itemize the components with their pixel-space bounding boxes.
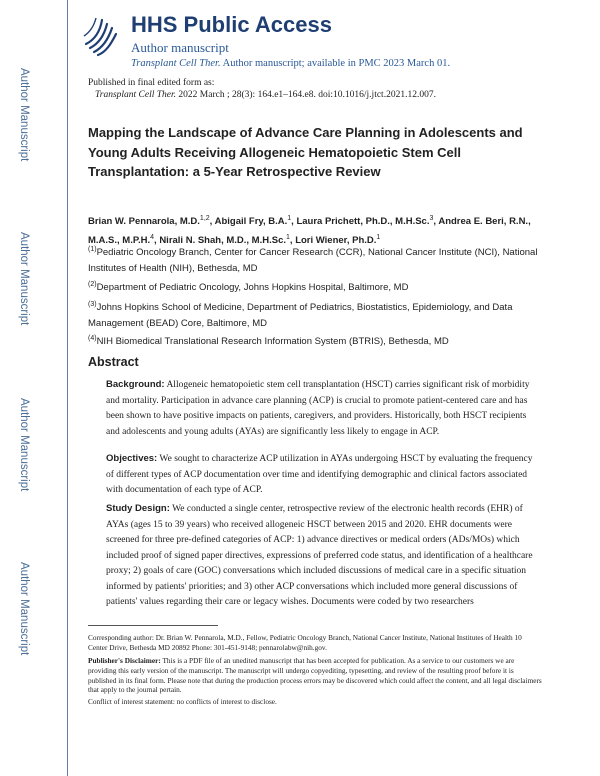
publisher-disclaimer: Publisher's Disclaimer: This is a PDF file of an unedited manuscript that has been accepted for publication. As a service to our customers we are providing this early version of the manuscript. The manuscript will undergo copyediting, typesetting, and review of the resulting proof before it is published in its final form. Please note that during the production process errors may be discovered which could affect the content, and all legal disclaimers that apply to the journal pertain.: [88, 656, 542, 695]
citation-line: Transplant Cell Ther. 2022 March ; 28(3): 164.e1–164.e8. doi:10.1016/j.jtct.2021.12.007.: [95, 90, 436, 100]
hhs-public-access-title: HHS Public Access: [131, 12, 332, 37]
abstract-study-design: Study Design: We conducted a single center, retrospective review of the electronic health records (EHR) of AYAs (ages 15 to 39 years) who received allogeneic HSCT between 2015 and 2020. EHR documents were screened for three pre-defined categories of ACP: 1) advance directives or medical orders (ADs/MOs) which included proof of signed paper directives, expressions of preferred code status, and identification of a healthcare proxy; 2) goals of care (GOC) conversations which included discussions of medical care in a specific situation informed by patients' priorities; and 3) other ACP conversations which included more general discussions of patients' values regarding their care or legacy wishes. Documents were coded by two researchers: [106, 503, 533, 607]
affiliation-3: $^{(3)}$Johns Hopkins School of Medicine, Department of Pediatrics, Biostatistics, Epidemiology, and Data Management (BEAD) Core, Baltimore, MD: [88, 301, 513, 330]
author-manuscript-subtitle: Author manuscript: [131, 40, 229, 55]
article-title: Mapping the Landscape of Advance Care Planning in Adolescents and Young Adults Receiving Allogeneic Hematopoietic Stem Cell Transplantation: a 5-Year Retrospective Review: [88, 125, 523, 179]
author: Nirali N. Shah, M.D., M.H.Sc.$^1$,: [159, 234, 296, 247]
abstract-objectives: Objectives: We sought to characterize ACP utilization in AYAs undergoing HSCT by evaluating the frequency of different types of ACP documentation over time and identifying demographic and clinical factors associated with documentation of each type of ACP.: [106, 453, 533, 495]
affiliation-1: $^{(1)}$Pediatric Oncology Branch, Center for Cancer Research (CCR), National Cancer Institute (NCI), National Institutes of Health (NIH), Bethesda, MD: [88, 246, 538, 275]
abstract-background: Background: Allogeneic hematopoietic stem cell transplantation (HSCT) carries significant risk of morbidity and mortality. Participation in advance care planning (ACP) is crucial to promote patient-centered care and has been shown to have positive impacts on patients, caregivers, and providers. Historically, both HSCT recipients and adolescents and young adults (AYAs) are significantly less likely to engage in ACP.: [106, 379, 530, 437]
affiliation-2: $^{(2)}$Department of Pediatric Oncology, Johns Hopkins Hospital, Baltimore, MD: [88, 281, 409, 294]
journal-availability: Transplant Cell Ther. Author manuscript; available in PMC 2023 March 01.: [131, 58, 451, 69]
author: Brian W. Pennarola, M.D.$^{1,2}$,: [88, 215, 215, 228]
author-manuscript-label-1: Author Manuscript: [18, 68, 30, 162]
hhs-eagle-logo-icon: [80, 14, 120, 58]
affiliation-4: $^{(4)}$NIH Biomedical Translational Research Information System (BTRIS), Bethesda, MD: [88, 335, 449, 348]
author: Laura Prichett, Ph.D., M.H.Sc.$^3$,: [296, 215, 439, 228]
abstract-heading: Abstract: [88, 355, 139, 369]
margin-rule: [67, 0, 68, 776]
author-manuscript-label-2: Author Manuscript: [18, 232, 30, 326]
author-manuscript-label-3: Author Manuscript: [18, 398, 30, 492]
corresponding-author: Corresponding author: Dr. Brian W. Pennarola, M.D., Fellow, Pediatric Oncology Branch, National Cancer Institute, National Institutes of Health 10 Center Drive, Bethesda MD 20892 Phone: 301-451-9148; pennarolabw@nih.gov.: [88, 633, 522, 652]
author: Andrea E. Beri, R.N., M.A.S., M.P.H.$^4$,: [88, 216, 531, 247]
footnote-divider: [88, 625, 218, 626]
author: Lori Wiener, Ph.D.$^1$: [295, 234, 381, 247]
author-manuscript-label-4: Author Manuscript: [18, 562, 30, 656]
author: Abigail Fry, B.A.$^1$,: [214, 215, 297, 228]
conflict-statement: Conflict of interest statement: no conflicts of interest to disclose.: [88, 697, 277, 706]
published-in-label: Published in final edited form as:: [88, 78, 215, 88]
